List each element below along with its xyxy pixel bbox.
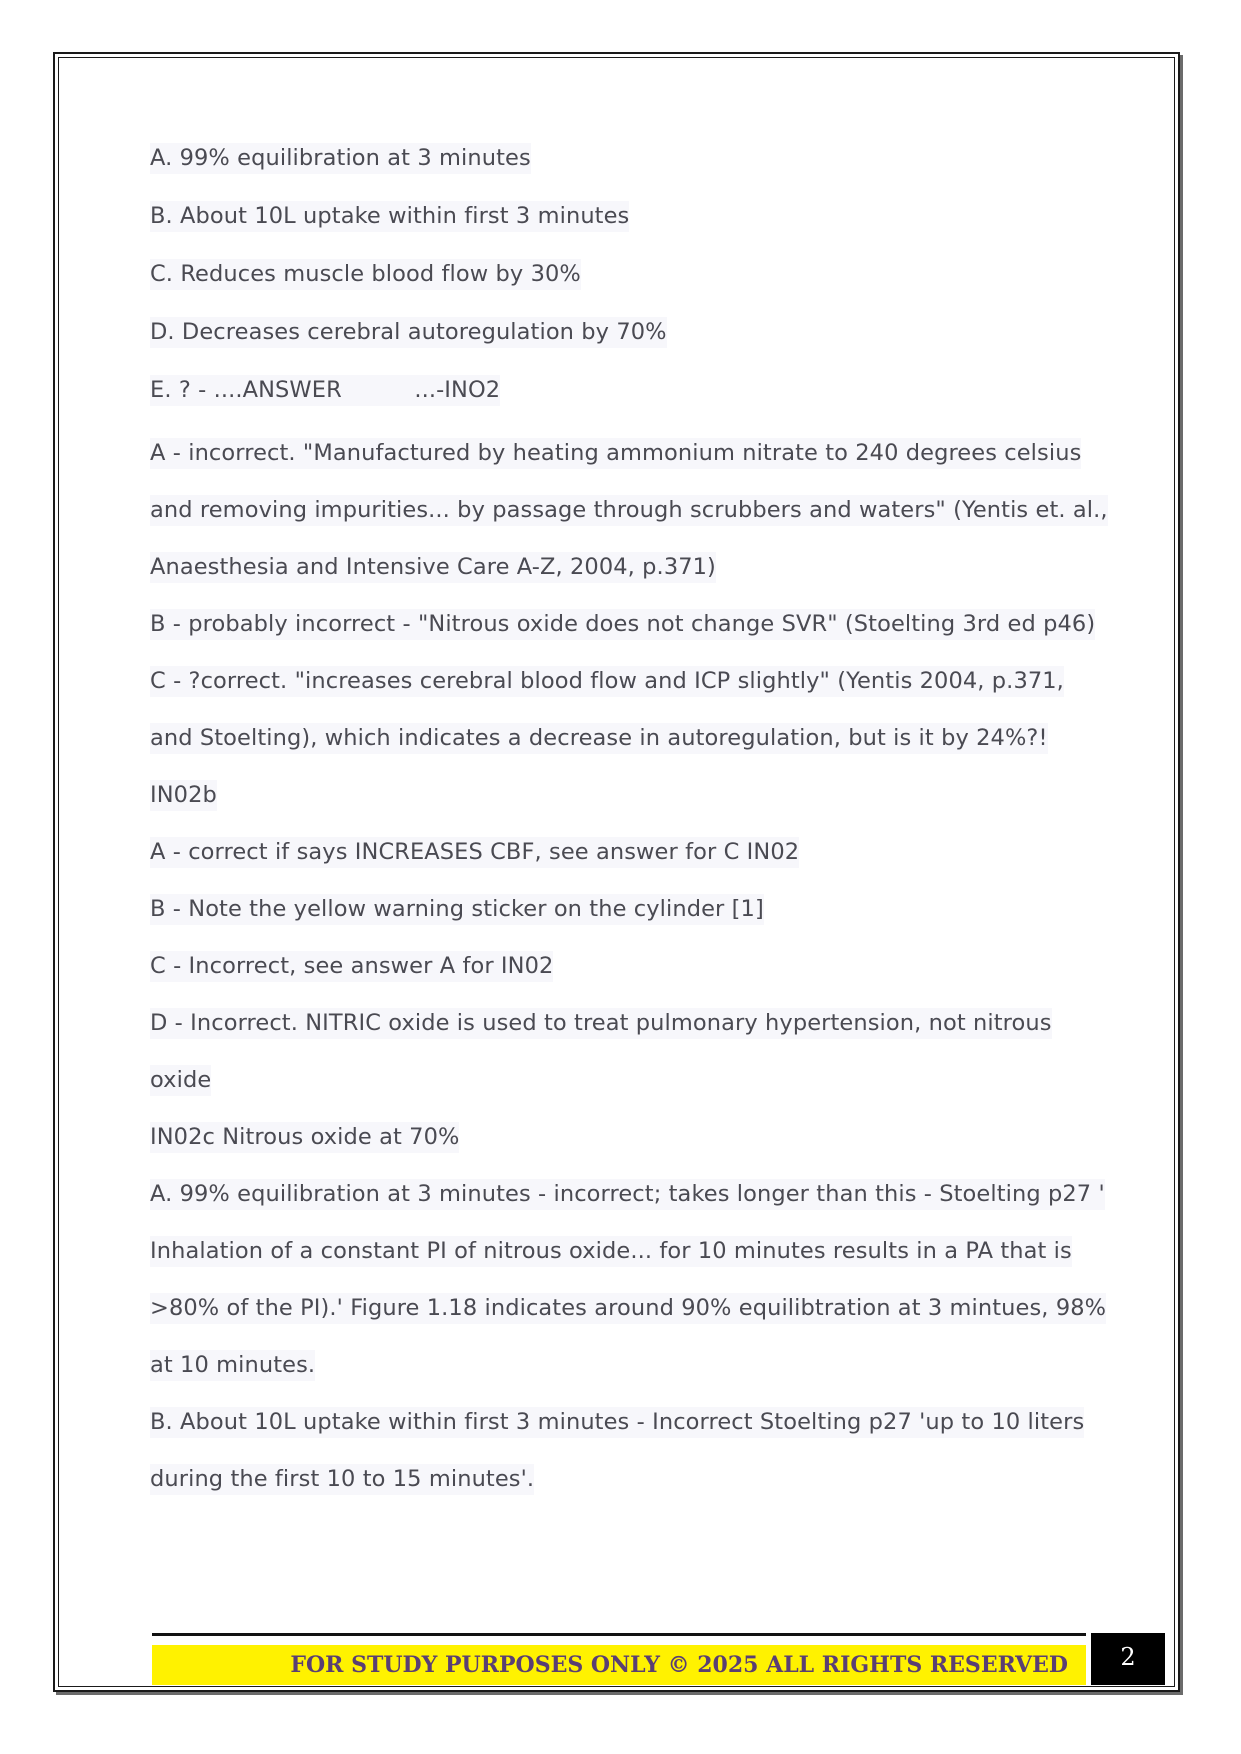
text-line: C - Incorrect, see answer A for IN02 bbox=[150, 951, 553, 982]
text-line: >80% of the PI).' Figure 1.18 indicates around 90% equilibtration at 3 mintues, 98% bbox=[150, 1293, 1106, 1324]
text-line: at 10 minutes. bbox=[150, 1350, 315, 1381]
text-line: Inhalation of a constant PI of nitrous oxide... for 10 minutes results in a PA that is bbox=[150, 1236, 1072, 1267]
answer-option-a: A. 99% equilibration at 3 minutes bbox=[150, 143, 531, 174]
page-number: 2 bbox=[1091, 1633, 1165, 1685]
answer-option-e: E. ? - ....ANSWER ...-INO2 bbox=[150, 375, 500, 406]
section-label: IN02b bbox=[150, 780, 217, 811]
footer-banner bbox=[152, 1645, 1086, 1685]
answer-option-c: C. Reduces muscle blood flow by 30% bbox=[150, 259, 581, 290]
answer-option-d: D. Decreases cerebral autoregulation by 70% bbox=[150, 317, 667, 348]
text-line: and removing impurities... by passage through scrubbers and waters" (Yentis et. al., bbox=[150, 495, 1108, 526]
page-content bbox=[150, 143, 1108, 1521]
text-line: during the first 10 to 15 minutes'. bbox=[150, 1464, 534, 1495]
text-line: B - probably incorrect - "Nitrous oxide does not change SVR" (Stoelting 3rd ed p46) bbox=[150, 609, 1095, 640]
footer-divider bbox=[152, 1633, 1086, 1636]
text-line: C - ?correct. "increases cerebral blood flow and ICP slightly" (Yentis 2004, p.371, bbox=[150, 666, 1064, 697]
answer-option-b: B. About 10L uptake within first 3 minutes bbox=[150, 201, 629, 232]
text-line: B. About 10L uptake within first 3 minutes - Incorrect Stoelting p27 'up to 10 liters bbox=[150, 1407, 1084, 1438]
text-line: A. 99% equilibration at 3 minutes - incorrect; takes longer than this - Stoelting p27 ' bbox=[150, 1179, 1105, 1210]
section-label: IN02c Nitrous oxide at 70% bbox=[150, 1122, 459, 1153]
text-line: and Stoelting), which indicates a decrease in autoregulation, but is it by 24%?! bbox=[150, 723, 1048, 754]
footer-notice: FOR STUDY PURPOSES ONLY © 2025 ALL RIGHTS RESERVED bbox=[290, 1652, 1068, 1678]
text-line: B - Note the yellow warning sticker on the cylinder [1] bbox=[150, 894, 764, 925]
text-line: Anaesthesia and Intensive Care A-Z, 2004, p.371) bbox=[150, 552, 716, 583]
text-line: A - correct if says INCREASES CBF, see answer for C IN02 bbox=[150, 837, 799, 868]
text-line: oxide bbox=[150, 1065, 211, 1096]
text-line: A - incorrect. "Manufactured by heating ammonium nitrate to 240 degrees celsius bbox=[150, 438, 1081, 469]
text-line: D - Incorrect. NITRIC oxide is used to treat pulmonary hypertension, not nitrous bbox=[150, 1008, 1052, 1039]
